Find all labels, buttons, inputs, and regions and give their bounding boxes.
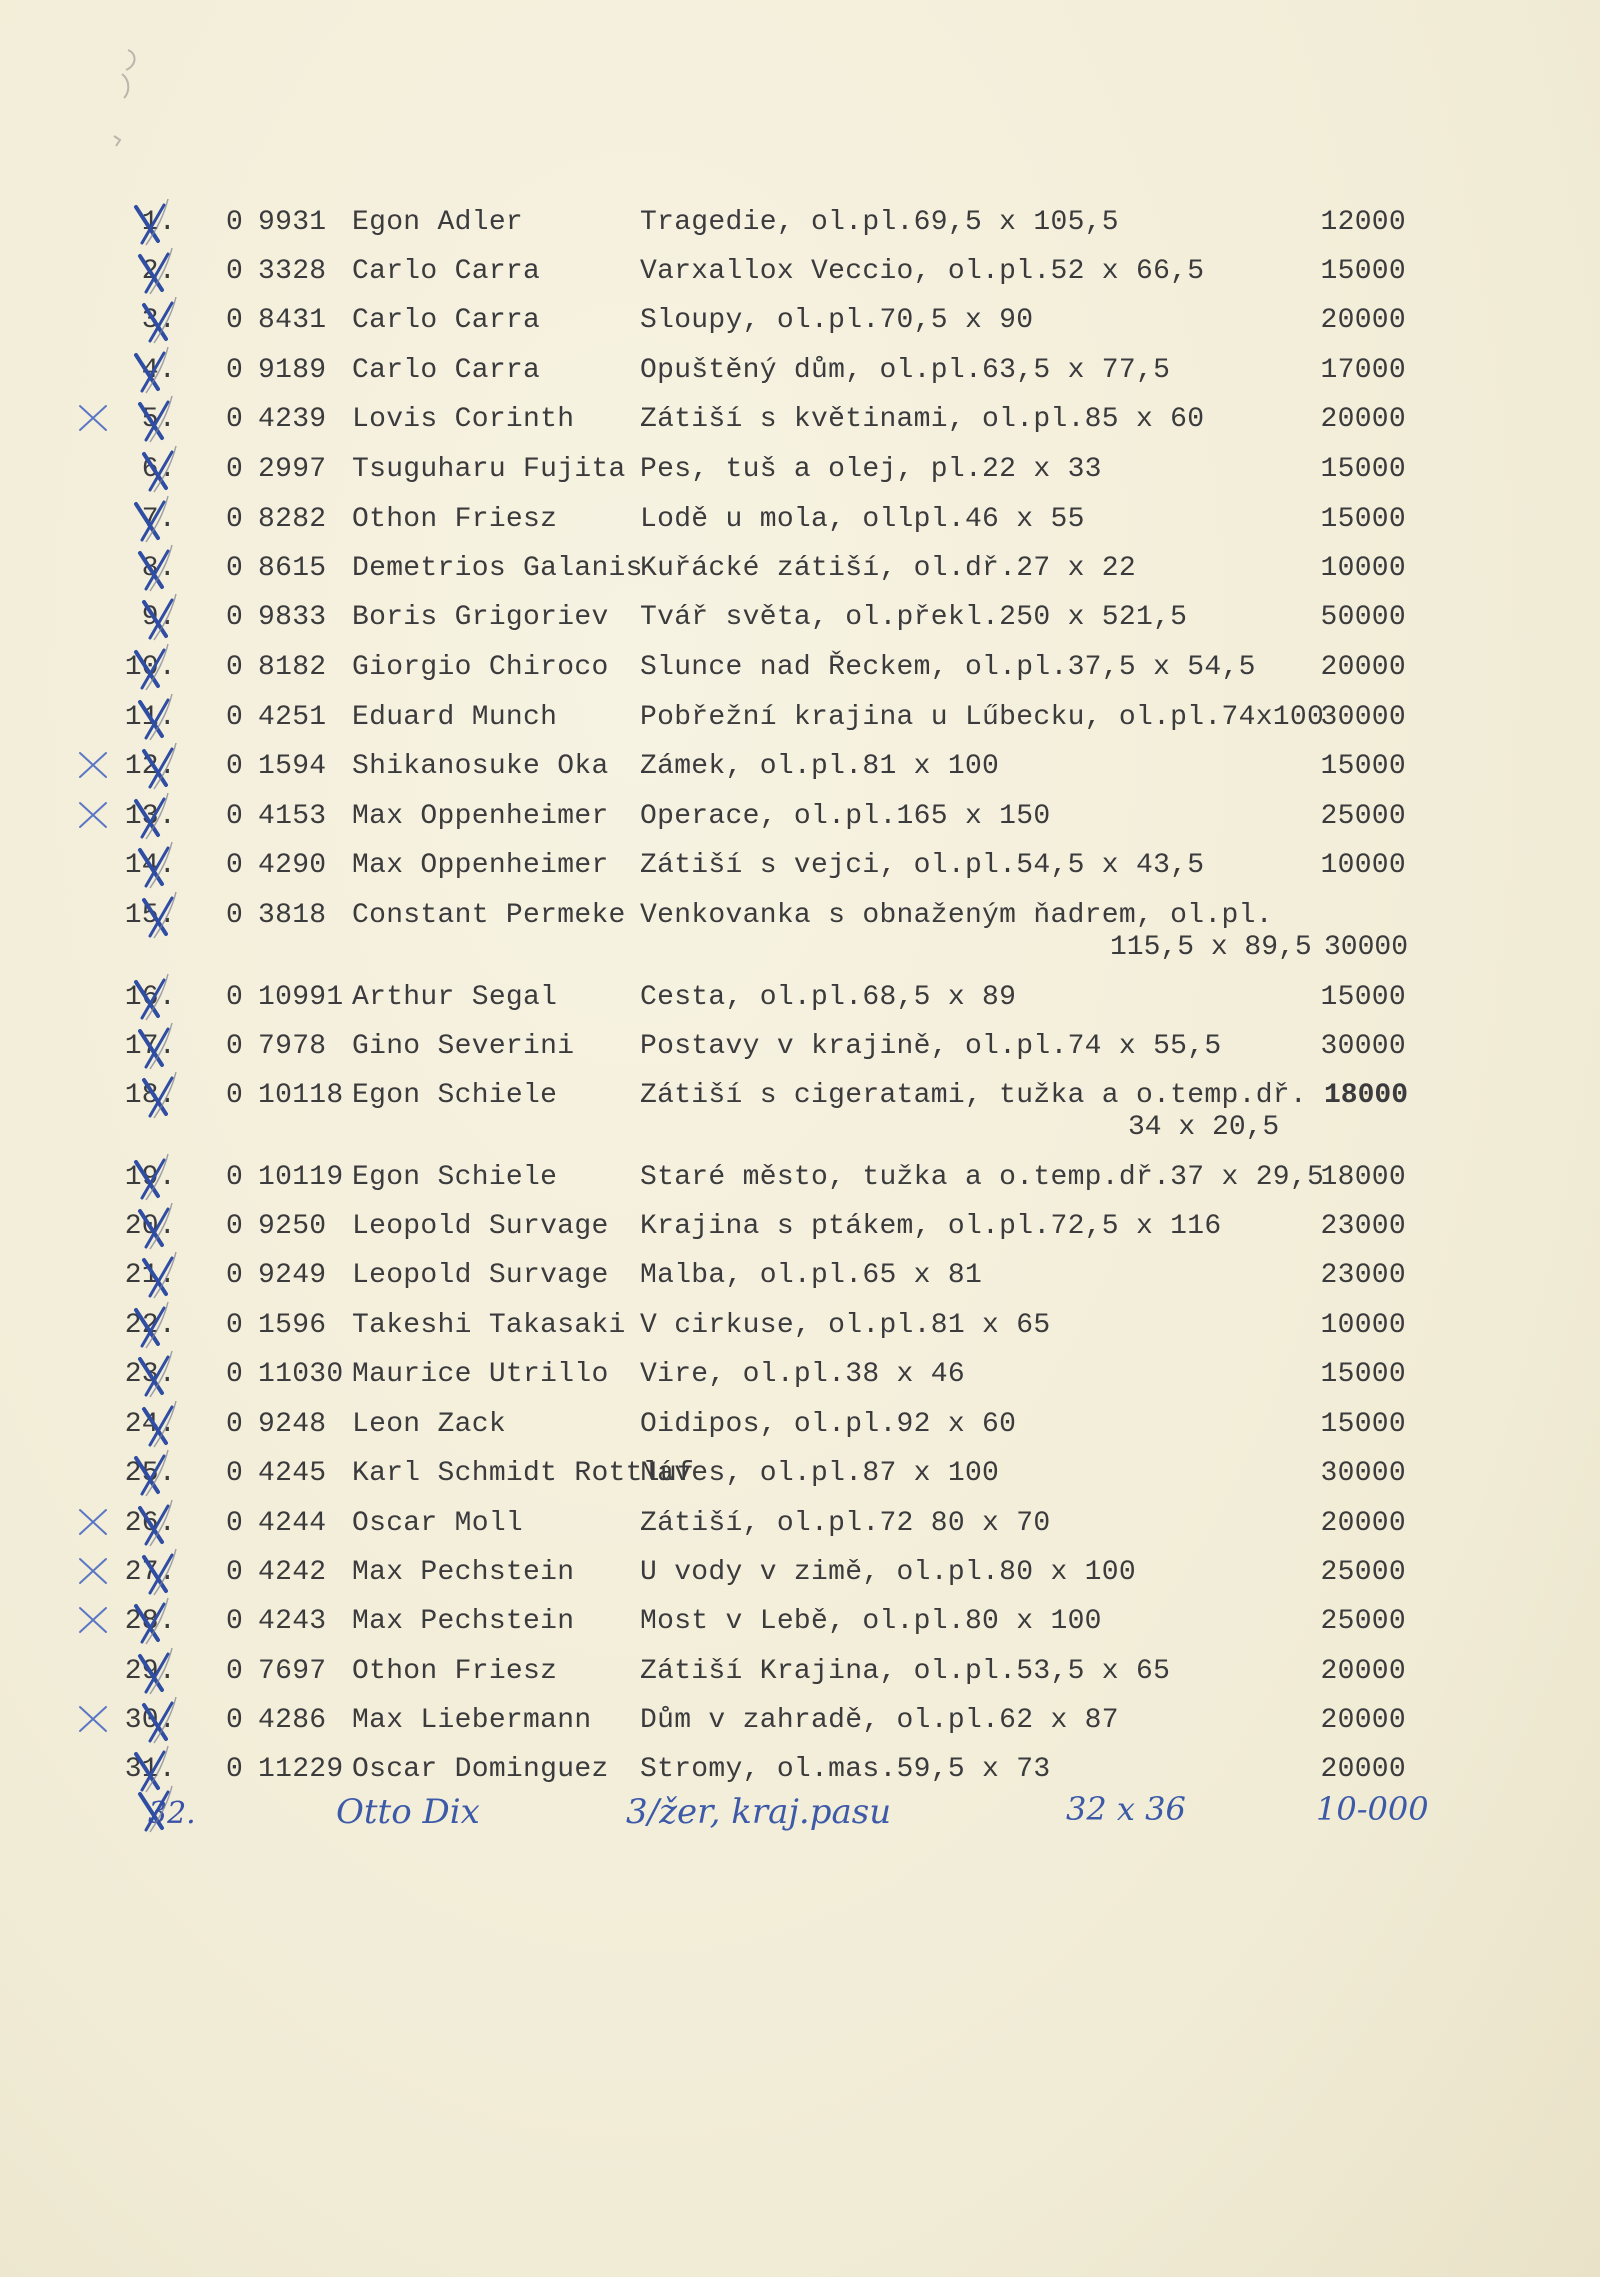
artist-name: Leopold Survage (352, 1260, 609, 1291)
artist-name: Othon Friesz (352, 1656, 558, 1687)
catalogue-prefix: 0 (226, 1754, 244, 1785)
artwork-title-continuation: 115,5 x 89,5 (1110, 932, 1312, 963)
catalogue-prefix: 0 (226, 1260, 244, 1291)
catalogue-prefix: 0 (226, 702, 244, 733)
artist-name: Constant Permeke (352, 900, 626, 931)
artist-name: Karl Schmidt Rottluf (352, 1458, 695, 1489)
lot-number: 1. (141, 207, 176, 238)
lot-row (0, 648, 1600, 696)
price: 23000 (1320, 1260, 1406, 1291)
inventory-number: 11229 (258, 1754, 344, 1785)
artist-name: Max Liebermann (352, 1705, 592, 1736)
artwork-title: Staré město, tužka a o.temp.dř.37 x 29,5 (640, 1162, 1325, 1193)
artwork-title: Lodě u mola, ollpl.46 x 55 (640, 504, 1085, 535)
artwork-title: Zátiší s vejci, ol.pl.54,5 x 43,5 (640, 850, 1205, 881)
inventory-number: 4290 (258, 850, 327, 881)
lot-number: 15. (124, 900, 176, 931)
price: 15000 (1320, 504, 1406, 535)
inventory-number: 4286 (258, 1705, 327, 1736)
inventory-number: 7978 (258, 1031, 327, 1062)
lot-number: 3. (141, 305, 176, 336)
artwork-title: Tvář světa, ol.překl.250 x 521,5 (640, 602, 1188, 633)
lot-number: 16. (124, 982, 176, 1013)
artwork-title: Postavy v krajině, ol.pl.74 x 55,5 (640, 1031, 1222, 1062)
catalogue-prefix: 0 (226, 454, 244, 485)
lot-number: 22. (124, 1310, 176, 1341)
lot-row (0, 1652, 1600, 1700)
lot-number: 28. (124, 1606, 176, 1637)
lot-row (0, 1158, 1600, 1206)
inventory-number: 4244 (258, 1508, 327, 1539)
lot-number: 6. (141, 454, 176, 485)
price: 15000 (1320, 256, 1406, 287)
artist-name: Egon Schiele (352, 1080, 558, 1111)
lot-number: 25. (124, 1458, 176, 1489)
artist-name: Demetrios Galanis (352, 553, 643, 584)
inventory-number: 9248 (258, 1409, 327, 1440)
artist-name: Giorgio Chiroco (352, 652, 609, 683)
artwork-size: 32 x 36 (1066, 1790, 1186, 1828)
artist-name: Carlo Carra (352, 305, 541, 336)
lot-row (0, 301, 1600, 349)
lot-row (0, 450, 1600, 498)
lot-number: 30. (124, 1705, 176, 1736)
artist-name: Gino Severini (352, 1031, 575, 1062)
lot-row (0, 598, 1600, 646)
lot-row (0, 1405, 1600, 1453)
lot-row (0, 252, 1600, 300)
price: 25000 (1320, 801, 1406, 832)
lot-row (0, 698, 1600, 746)
artist-name: Boris Grigoriev (352, 602, 609, 633)
price: 10000 (1320, 850, 1406, 881)
lot-row (0, 846, 1600, 894)
catalogue-prefix: 0 (226, 850, 244, 881)
catalogue-prefix: 0 (226, 256, 244, 287)
artwork-title: Tragedie, ol.pl.69,5 x 105,5 (640, 207, 1119, 238)
inventory-number: 7697 (258, 1656, 327, 1687)
lot-number: 11. (124, 702, 176, 733)
artwork-title: Zámek, ol.pl.81 x 100 (640, 751, 1000, 782)
price: 20000 (1320, 404, 1406, 435)
catalogue-prefix: 0 (226, 1458, 244, 1489)
artwork-title: Cesta, ol.pl.68,5 x 89 (640, 982, 1017, 1013)
lot-row (0, 1027, 1600, 1075)
catalogue-prefix: 0 (226, 1359, 244, 1390)
lot-row (0, 1602, 1600, 1650)
artist-name: Max Oppenheimer (352, 801, 609, 832)
catalogue-prefix: 0 (226, 1705, 244, 1736)
price: 18000 (1324, 1080, 1409, 1111)
inventory-number: 9249 (258, 1260, 327, 1291)
artist-name: Arthur Segal (352, 982, 558, 1013)
artwork-title: Kuřácké zátiší, ol.dř.27 x 22 (640, 553, 1136, 584)
artwork-title: Most v Lebě, ol.pl.80 x 100 (640, 1606, 1102, 1637)
artwork-title: Oidipos, ol.pl.92 x 60 (640, 1409, 1017, 1440)
catalogue-prefix: 0 (226, 1409, 244, 1440)
catalogue-prefix: 0 (226, 1211, 244, 1242)
artwork-title: Krajina s ptákem, ol.pl.72,5 x 116 (640, 1211, 1222, 1242)
catalogue-prefix: 0 (226, 355, 244, 386)
price: 15000 (1320, 1409, 1406, 1440)
artwork-title: Zátiší s květinami, ol.pl.85 x 60 (640, 404, 1205, 435)
artist-name: Otto Dix (336, 1792, 480, 1832)
lot-row (0, 1256, 1600, 1304)
lot-number: 14. (124, 850, 176, 881)
catalogue-prefix: 0 (226, 652, 244, 683)
inventory-number: 10119 (258, 1162, 344, 1193)
catalogue-prefix: 0 (226, 1080, 244, 1111)
catalogue-prefix: 0 (226, 504, 244, 535)
artwork-title: Náves, ol.pl.87 x 100 (640, 1458, 1000, 1489)
lot-row (0, 1504, 1600, 1552)
lot-row (0, 797, 1600, 845)
price: 20000 (1320, 305, 1406, 336)
artwork-title: Pobřežní krajina u Lűbecku, ol.pl.74x100 (640, 702, 1325, 733)
inventory-number: 4242 (258, 1557, 327, 1588)
inventory-number: 1594 (258, 751, 327, 782)
inventory-number: 8282 (258, 504, 327, 535)
inventory-number: 2997 (258, 454, 327, 485)
inventory-number: 4251 (258, 702, 327, 733)
artwork-title: Zátiší Krajina, ol.pl.53,5 x 65 (640, 1656, 1171, 1687)
lot-row (0, 400, 1600, 448)
price: 20000 (1320, 1656, 1406, 1687)
pencil-scribble-mark (108, 44, 148, 154)
artwork-title: V cirkuse, ol.pl.81 x 65 (640, 1310, 1051, 1341)
artist-name: Tsuguharu Fujita (352, 454, 626, 485)
lot-number: 8. (141, 553, 176, 584)
artist-name: Eduard Munch (352, 702, 558, 733)
catalogue-prefix: 0 (226, 982, 244, 1013)
price: 12000 (1320, 207, 1406, 238)
artist-name: Carlo Carra (352, 256, 541, 287)
inventory-number: 4239 (258, 404, 327, 435)
lot-number: 20. (124, 1211, 176, 1242)
price: 15000 (1320, 751, 1406, 782)
artwork-title: Zátiší, ol.pl.72 80 x 70 (640, 1508, 1051, 1539)
price: 20000 (1320, 652, 1406, 683)
price: 18000 (1320, 1162, 1406, 1193)
artist-name: Takeshi Takasaki (352, 1310, 626, 1341)
lot-row (0, 1454, 1600, 1502)
artist-name: Egon Schiele (352, 1162, 558, 1193)
artist-name: Max Oppenheimer (352, 850, 609, 881)
price: 25000 (1320, 1557, 1406, 1588)
artwork-title: U vody v zimě, ol.pl.80 x 100 (640, 1557, 1136, 1588)
inventory-number: 9833 (258, 602, 327, 633)
artist-name: Oscar Dominguez (352, 1754, 609, 1785)
price: 20000 (1320, 1508, 1406, 1539)
lot-number: 7. (141, 504, 176, 535)
lot-number: 9. (141, 602, 176, 633)
catalogue-prefix: 0 (226, 305, 244, 336)
inventory-number: 10991 (258, 982, 344, 1013)
inventory-number: 8182 (258, 652, 327, 683)
inventory-number: 9189 (258, 355, 327, 386)
inventory-number: 10118 (258, 1080, 344, 1111)
lot-number: 19. (124, 1162, 176, 1193)
lot-number: 12. (124, 751, 176, 782)
price: 23000 (1320, 1211, 1406, 1242)
inventory-number: 4243 (258, 1606, 327, 1637)
artwork-title: Pes, tuš a olej, pl.22 x 33 (640, 454, 1102, 485)
artist-name: Max Pechstein (352, 1606, 575, 1637)
inventory-number: 8615 (258, 553, 327, 584)
artwork-title: Venkovanka s obnaženým ňadrem, ol.pl. (640, 900, 1273, 931)
lot-number: 32. (148, 1796, 196, 1831)
price: 20000 (1320, 1754, 1406, 1785)
inventory-number: 4245 (258, 1458, 327, 1489)
price: 15000 (1320, 454, 1406, 485)
lot-row (0, 1207, 1600, 1255)
price: 25000 (1320, 1606, 1406, 1637)
lot-number: 23. (124, 1359, 176, 1390)
price: 30000 (1320, 702, 1406, 733)
artwork-title: Zátiší s cigeratami, tužka a o.temp.dř. (640, 1080, 1308, 1111)
lot-number: 29. (124, 1656, 176, 1687)
lot-row (0, 500, 1600, 548)
lot-number: 5. (141, 404, 176, 435)
lot-number: 13. (124, 801, 176, 832)
artist-name: Lovis Corinth (352, 404, 575, 435)
artist-name: Shikanosuke Oka (352, 751, 609, 782)
lot-row (0, 1306, 1600, 1354)
lot-row (0, 1553, 1600, 1601)
price: 15000 (1320, 982, 1406, 1013)
artist-name: Othon Friesz (352, 504, 558, 535)
price: 20000 (1320, 1705, 1406, 1736)
lot-number: 2. (141, 256, 176, 287)
artwork-title: Sloupy, ol.pl.70,5 x 90 (640, 305, 1034, 336)
lot-row (0, 747, 1600, 795)
price: 30000 (1324, 932, 1409, 963)
price: 30000 (1320, 1458, 1406, 1489)
inventory-number: 3818 (258, 900, 327, 931)
artwork-title: Vire, ol.pl.38 x 46 (640, 1359, 965, 1390)
catalogue-prefix: 0 (226, 1031, 244, 1062)
artwork-title: Operace, ol.pl.165 x 150 (640, 801, 1051, 832)
lot-number: 26. (124, 1508, 176, 1539)
artwork-title: Slunce nad Řeckem, ol.pl.37,5 x 54,5 (640, 652, 1256, 683)
artwork-title: Varxallox Veccio, ol.pl.52 x 66,5 (640, 256, 1205, 287)
lot-number: 27. (124, 1557, 176, 1588)
artwork-title: 3/žer, kraj.pasu (626, 1792, 892, 1832)
price: 50000 (1320, 602, 1406, 633)
lot-number: 10. (124, 652, 176, 683)
artwork-title: Malba, ol.pl.65 x 81 (640, 1260, 983, 1291)
price: 10000 (1320, 553, 1406, 584)
artist-name: Oscar Moll (352, 1508, 524, 1539)
inventory-number: 4153 (258, 801, 327, 832)
inventory-number: 11030 (258, 1359, 344, 1390)
artist-name: Carlo Carra (352, 355, 541, 386)
inventory-number: 9250 (258, 1211, 327, 1242)
catalogue-prefix: 0 (226, 1557, 244, 1588)
lot-number: 24. (124, 1409, 176, 1440)
catalogue-prefix: 0 (226, 1656, 244, 1687)
artist-name: Leopold Survage (352, 1211, 609, 1242)
lot-row (0, 1701, 1600, 1749)
catalogue-prefix: 0 (226, 1508, 244, 1539)
inventory-number: 1596 (258, 1310, 327, 1341)
catalogue-prefix: 0 (226, 207, 244, 238)
lot-number: 18. (124, 1080, 176, 1111)
price: 17000 (1320, 355, 1406, 386)
lot-row (0, 1355, 1600, 1403)
catalogue-prefix: 0 (226, 1162, 244, 1193)
lot-row (0, 203, 1600, 251)
lot-row (0, 549, 1600, 597)
lot-number: 21. (124, 1260, 176, 1291)
artist-name: Leon Zack (352, 1409, 506, 1440)
price: 15000 (1320, 1359, 1406, 1390)
price: 10000 (1320, 1310, 1406, 1341)
catalogue-prefix: 0 (226, 602, 244, 633)
artist-name: Max Pechstein (352, 1557, 575, 1588)
artwork-title: Opuštěný dům, ol.pl.63,5 x 77,5 (640, 355, 1171, 386)
price: 30000 (1320, 1031, 1406, 1062)
catalogue-prefix: 0 (226, 900, 244, 931)
inventory-number: 3328 (258, 256, 327, 287)
catalogue-prefix: 0 (226, 553, 244, 584)
artist-name: Egon Adler (352, 207, 524, 238)
inventory-number: 9931 (258, 207, 327, 238)
inventory-number: 8431 (258, 305, 327, 336)
artwork-title-continuation: 34 x 20,5 (1128, 1112, 1280, 1143)
lot-number: 17. (124, 1031, 176, 1062)
catalogue-prefix: 0 (226, 751, 244, 782)
lot-row (0, 978, 1600, 1026)
lot-number: 31. (124, 1754, 176, 1785)
price: 10-000 (1316, 1790, 1429, 1828)
catalogue-prefix: 0 (226, 801, 244, 832)
lot-number: 4. (141, 355, 176, 386)
lot-row (0, 351, 1600, 399)
artwork-title: Stromy, ol.mas.59,5 x 73 (640, 1754, 1051, 1785)
catalogue-prefix: 0 (226, 1606, 244, 1637)
catalogue-prefix: 0 (226, 404, 244, 435)
catalogue-prefix: 0 (226, 1310, 244, 1341)
artist-name: Maurice Utrillo (352, 1359, 609, 1390)
artwork-title: Dům v zahradě, ol.pl.62 x 87 (640, 1705, 1119, 1736)
